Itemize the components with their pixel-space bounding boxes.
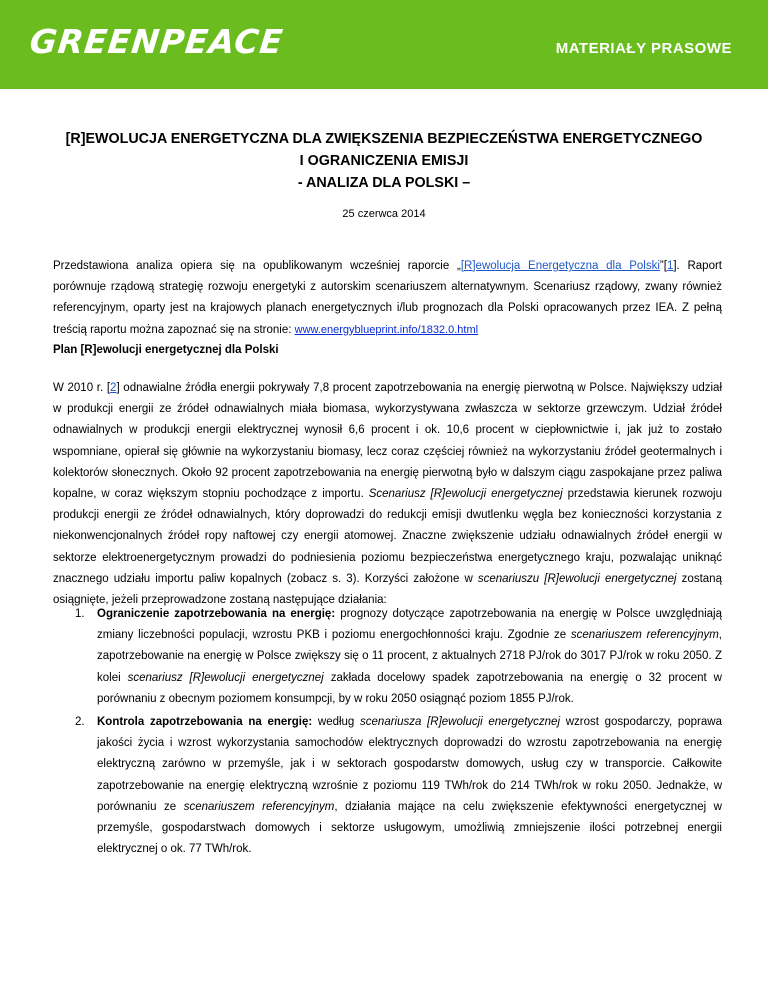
report-url-link[interactable]: www.energyblueprint.info/1832.0.html [294, 323, 479, 336]
intro-paragraph: Przedstawiona analiza opiera się na opublikowanym wcześniej raporcie „[R]ewolucja Energetyczna dla Polski”[1]. Raport porównuje rządową strategię rozwoju energetyki z autorskim scenariuszem alternatywnym. Scenariusz rządowy, zwany również referencyjnym, oparty jest na krajowych planach energetycznych i/lub prognozach dla Polski opracowanych przez IEA. Z pełną treścią raportu można zapoznać się na stronie: www.energyblueprint.info/1832.0.html [53, 260, 723, 336]
section-heading: Plan [R]ewolucji energetycznej dla Polski [53, 344, 279, 356]
document-date: 25 czerwca 2014 [342, 208, 426, 220]
header-banner [0, 0, 768, 89]
list-item: 1. Ograniczenie zapotrzebowania na energię: prognozy dotyczące zapotrzebowania na energię w Polsce uwzględniają zmiany liczebności populacji, wzrostu PKB i poziomu energochłonności kraju. Zgodnie ze scenariuszem referencyjnym, zapotrzebowanie na energię w Polsce zwiększy się o 11 procent, z aktualnych 2718 PJ/rok do 3017 PJ/rok w roku 2050. Z kolei scenariusz [R]ewolucji energetycznej zakłada docelowy spadek zapotrzebowania na energię o 32 procent w porównaniu z obecnym poziomem konsumpcji, by w roku 2050 osiągnąć poziom 1855 PJ/rok. [97, 604, 722, 710]
list-number: 2. [75, 716, 85, 728]
press-materials-label: MATERIAŁY PRASOWE [555, 40, 732, 57]
footnote-ref-1[interactable]: 1 [666, 260, 674, 272]
list-number: 1. [75, 608, 85, 620]
document-title: [R]EWOLUCJA ENERGETYCZNA DLA ZWIĘKSZENIA BEZPIECZEŃSTWA ENERGETYCZNEGO I OGRANICZENIA EMISJI - ANALIZA DLA POLSKI – [65, 131, 703, 191]
section-paragraph: W 2010 r. [2] odnawialne źródła energii pokrywały 7,8 procent zapotrzebowania na energię pierwotną w Polsce. Największy udział w produkcji energii ze źródeł odnawialnych miała biomasa, wykorzystywana zwłaszcza w sektorze grzewczym. Udział źródeł odnawialnych w produkcji energii elektrycznej wynosił 6,6 procent i ok. 10,6 procent w ciepłownictwie i, jak już to zostało wspomniane, opierał się głównie na wykorzystaniu biomasy, lecz coraz częściej również na wykorzystaniu źródeł geotermalnych i kolektorów słonecznych. Około 92 procent zapotrzebowania na energię pierwotną było w dalszym ciągu zaspokajane przez paliwa kopalne, w coraz większym stopniu pochodzące z importu. Scenariusz [R]ewolucji energetycznej przedstawia kierunek rozwoju produkcji energii ze źródeł odnawialnych, który doprowadzi do redukcji emisji dwutlenku węgla bez konieczności korzystania z niekonwencjonalnych źródeł ropy naftowej czy energii atomowej. Znaczne zwiększenie udziału odnawialnych źródeł energii w sektorze elektroenergetycznym prowadzi do podniesienia poziomu bezpieczeństwa energetycznego kraju, pozwalając uniknąć znacznego udziału importu paliw kopalnych (zobacz s. 3). Korzyści założone w scenariuszu [R]ewolucji energetycznej zostaną osiągnięte, jeżeli przeprowadzone zostaną następujące działania: [53, 382, 723, 607]
report-link[interactable]: [R]ewolucja Energetyczna dla Polski [460, 260, 660, 272]
list-item: 2. Kontrola zapotrzebowania na energię: według scenariusza [R]ewolucji energetycznej wzrost gospodarczy, poprawa jakości życia i wzrost wykorzystania samochodów elektrycznych doprowadzi do wzrostu zapotrzebowania na energię elektryczną zarówno w przemyśle, jak i w sektorach gospodarstw domowych, usług czy w transporcie. Całkowite zapotrzebowanie na energię elektryczną wzrośnie z poziomu 119 TWh/rok do 214 TWh/rok w roku 2050. Jednakże, w porównaniu ze scenariuszem referencyjnym, działania mające na celu zwiększenie efektywności energetycznej w przemyśle, gospodarstwach domowych i sektorze usługowym, umożliwią zmniejszenie ilości potrzebnej energii elektrycznej o ok. 77 TWh/rok. [97, 712, 722, 860]
footnote-ref-2[interactable]: 2 [110, 382, 117, 394]
greenpeace-logo[interactable]: GREENPEACE [27, 22, 286, 61]
